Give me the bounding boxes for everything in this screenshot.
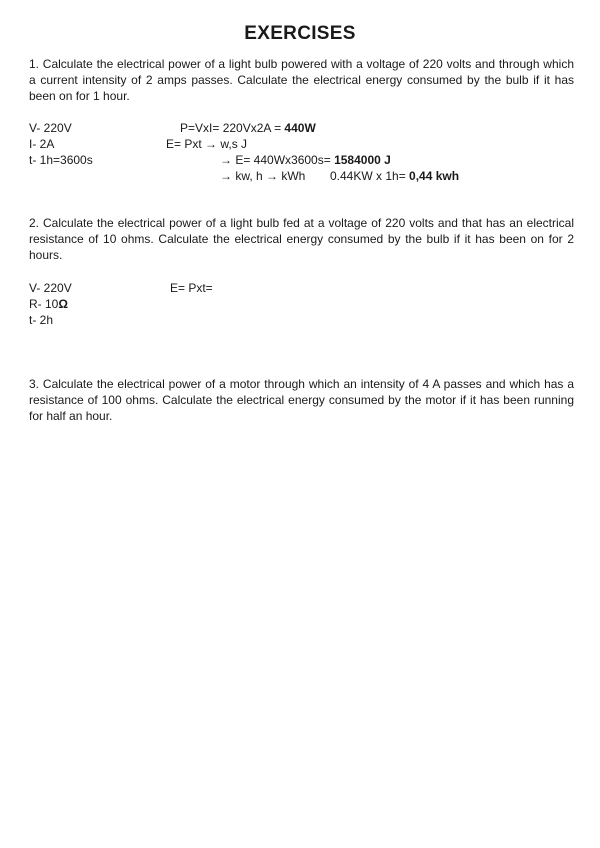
ex2-resistance: R- 10 <box>29 297 59 311</box>
exercise-3-statement: 3. Calculate the electrical power of a motor through which an intensity of 4 A passes and which has a resistance of 100 ohms. Calculate the electrical energy consumed by the motor if it has been running for half an hour. <box>29 377 574 423</box>
ex1-kwh-result: 0,44 kwh <box>409 169 460 183</box>
ex1-energy-result: 1584000 J <box>334 153 391 167</box>
exercise-1-statement: 1. Calculate the electrical power of a light bulb powered with a voltage of 220 volts and through which a current intensity of 2 amps passes. Calculate the electrical energy consumed by the bulb if it has been on for 1 hour. <box>29 57 574 103</box>
ex1-conversion: → kw, h → kWh <box>220 169 306 183</box>
ex1-power-result: 440W <box>284 121 316 135</box>
ex1-energy-formula: E= Pxt → w,s J <box>166 137 248 151</box>
ex1-time: t- 1h=3600s <box>29 153 93 167</box>
ex1-kwh-line <box>330 168 459 184</box>
ex1-energy-line <box>220 152 391 168</box>
ex1-voltage: V- 220V <box>29 121 72 135</box>
ohm-symbol: Ω <box>58 297 68 311</box>
ex2-resistance-line <box>29 296 68 312</box>
ex1-kwh-calc: 0.44KW x 1h= <box>330 169 410 183</box>
ex2-energy-formula: E= Pxt= <box>170 281 213 295</box>
ex1-current: I- 2A <box>29 137 55 151</box>
ex1-power-formula: P=VxI= 220Vx2A = <box>180 121 285 135</box>
ex2-voltage: V- 220V <box>29 281 72 295</box>
page-title: EXERCISES <box>244 23 356 44</box>
ex2-time: t- 2h <box>29 313 54 327</box>
ex1-power-line <box>180 120 316 136</box>
ex1-energy-calc: → E= 440Wx3600s= <box>220 153 335 167</box>
exercise-2-statement: 2. Calculate the electrical power of a light bulb fed at a voltage of 220 volts and that has an electrical resistance of 10 ohms. Calculate the electrical energy consumed by the bulb if it has been on for 2 hours. <box>29 216 574 262</box>
